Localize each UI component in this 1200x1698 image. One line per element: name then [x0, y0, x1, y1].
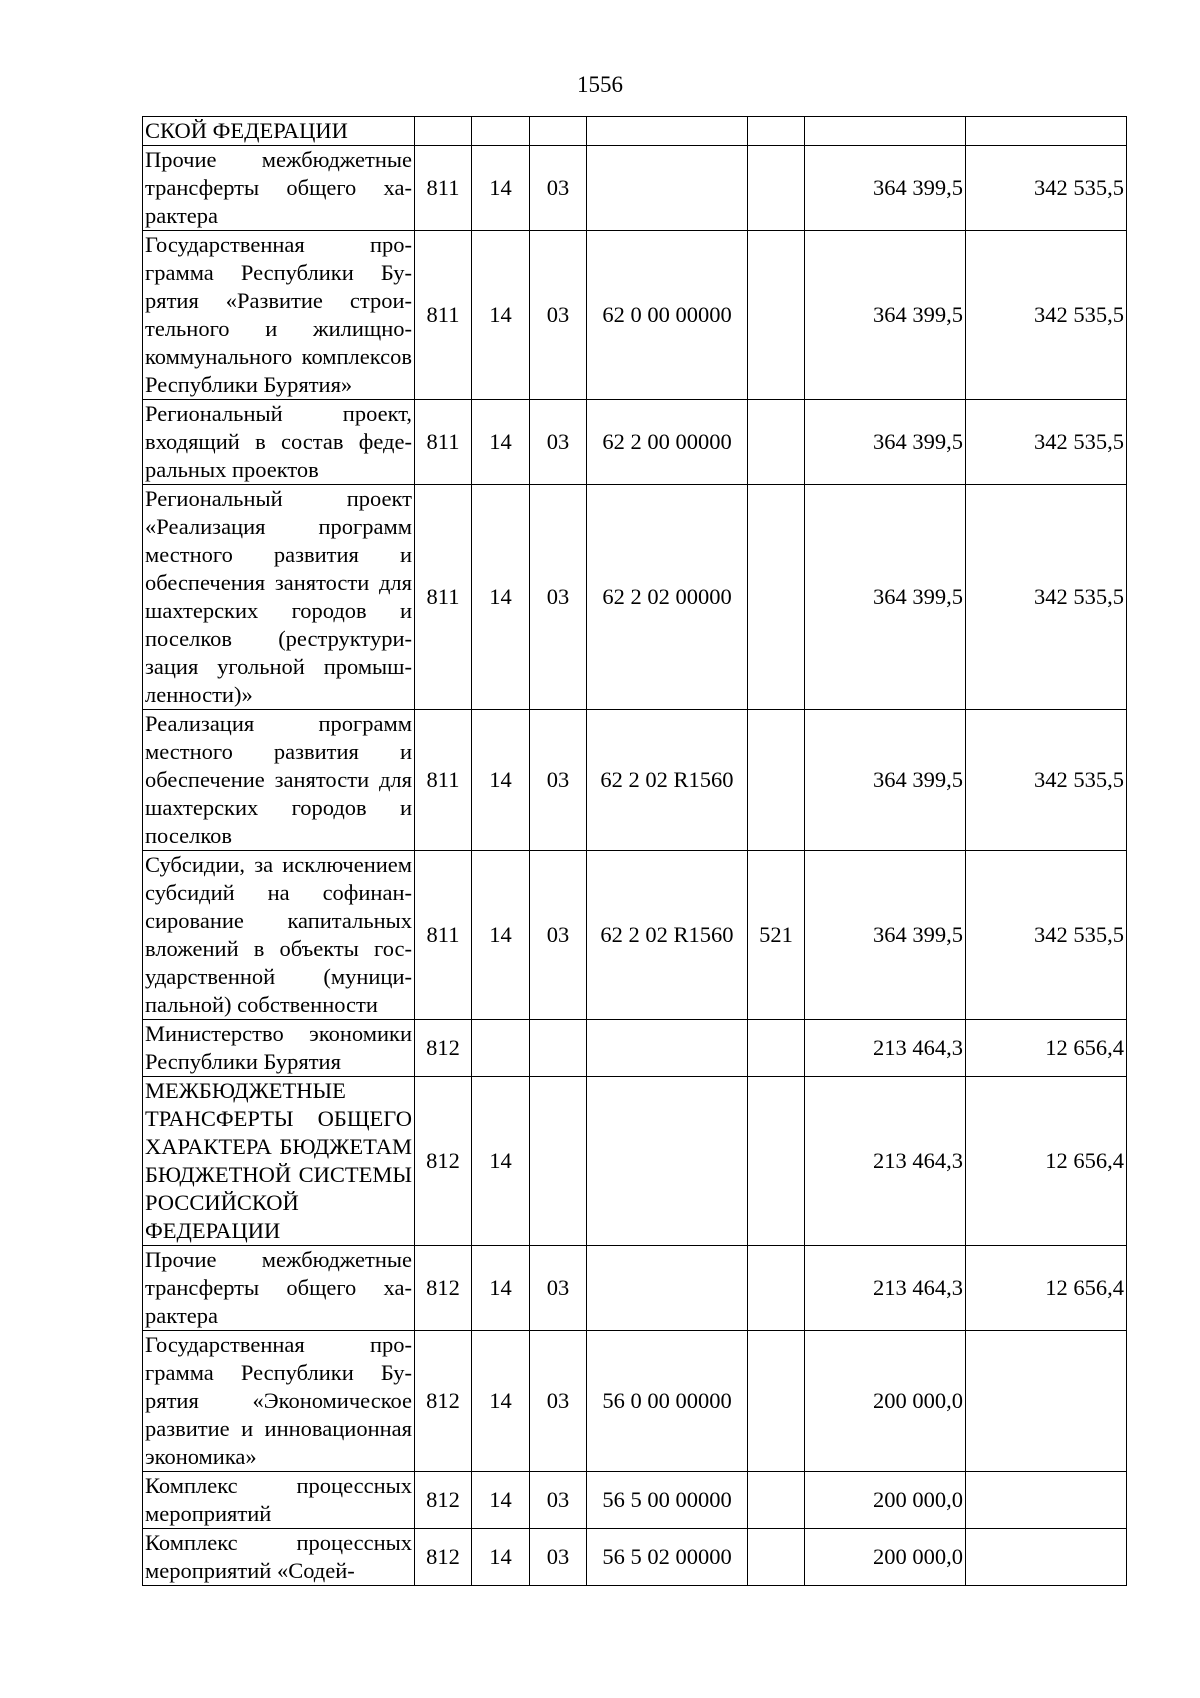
expense-type-cell [748, 231, 805, 400]
expense-type-cell [748, 1077, 805, 1246]
ministry-code-cell: 812 [415, 1529, 472, 1586]
subsection-code-cell: 03 [530, 400, 587, 485]
amount-year2-cell: 342 535,5 [966, 400, 1127, 485]
amount-year1-cell: 200 000,0 [805, 1472, 966, 1529]
amount-year1-cell [805, 117, 966, 146]
ministry-code-cell: 811 [415, 400, 472, 485]
subsection-code-cell: 03 [530, 231, 587, 400]
page-number: 1556 [577, 72, 623, 97]
table-row [143, 146, 1127, 231]
section-code-cell: 14 [472, 1331, 530, 1472]
section-code-cell: 14 [472, 231, 530, 400]
table-row [143, 117, 1127, 146]
row-description: МЕЖБЮДЖЕТНЫЕ ТРАНСФЕРТЫ ОБЩЕГО ХАРАКТЕРА БЮДЖЕТАМ БЮДЖЕТНОЙ СИСТЕМЫ РОССИЙСКОЙ ФЕДЕРАЦИИ [143, 1077, 415, 1246]
row-description: Региональный проект, входящий в состав федеральных проектов [143, 400, 415, 485]
row-description: Прочие межбюджетные трансферты общего характера [143, 1246, 415, 1331]
target-article-cell [587, 117, 748, 146]
section-code-cell: 14 [472, 710, 530, 851]
expense-type-cell [748, 485, 805, 710]
table-row [143, 1020, 1127, 1077]
table-row [143, 1246, 1127, 1331]
row-description: СКОЙ ФЕДЕРАЦИИ [143, 117, 415, 146]
amount-year1-cell: 364 399,5 [805, 146, 966, 231]
budget-table-body [143, 117, 1127, 1586]
amount-year2-cell: 12 656,4 [966, 1246, 1127, 1331]
table-row [143, 231, 1127, 400]
amount-year2-cell: 342 535,5 [966, 485, 1127, 710]
subsection-code-cell: 03 [530, 146, 587, 231]
target-article-cell: 56 5 00 00000 [587, 1472, 748, 1529]
target-article-cell: 56 0 00 00000 [587, 1331, 748, 1472]
subsection-code-cell [530, 117, 587, 146]
amount-year2-cell: 342 535,5 [966, 231, 1127, 400]
amount-year1-cell: 213 464,3 [805, 1246, 966, 1331]
section-code-cell: 14 [472, 851, 530, 1020]
table-row [143, 485, 1127, 710]
budget-table [142, 116, 1127, 1586]
amount-year2-cell: 342 535,5 [966, 710, 1127, 851]
target-article-cell [587, 1246, 748, 1331]
amount-year2-cell: 342 535,5 [966, 851, 1127, 1020]
section-code-cell [472, 117, 530, 146]
amount-year1-cell: 364 399,5 [805, 710, 966, 851]
row-description: Комплекс процессных мероприятий «Содей- [143, 1529, 415, 1586]
ministry-code-cell: 812 [415, 1020, 472, 1077]
amount-year2-cell [966, 1529, 1127, 1586]
expense-type-cell [748, 1472, 805, 1529]
subsection-code-cell: 03 [530, 1472, 587, 1529]
subsection-code-cell: 03 [530, 485, 587, 710]
subsection-code-cell: 03 [530, 1331, 587, 1472]
expense-type-cell [748, 400, 805, 485]
table-row [143, 710, 1127, 851]
ministry-code-cell: 812 [415, 1331, 472, 1472]
ministry-code-cell: 811 [415, 851, 472, 1020]
ministry-code-cell [415, 117, 472, 146]
subsection-code-cell: 03 [530, 710, 587, 851]
row-description: Комплекс процессных мероприятий [143, 1472, 415, 1529]
expense-type-cell [748, 1246, 805, 1331]
row-description: Региональный проект «Реализация программ местного развития и обеспечения занятости для шахтерских городов и поселков (реструктуризация угольной промышленности)» [143, 485, 415, 710]
table-row [143, 1529, 1127, 1586]
amount-year1-cell: 200 000,0 [805, 1331, 966, 1472]
expense-type-cell [748, 117, 805, 146]
section-code-cell: 14 [472, 1472, 530, 1529]
amount-year2-cell: 12 656,4 [966, 1020, 1127, 1077]
section-code-cell: 14 [472, 485, 530, 710]
amount-year1-cell: 200 000,0 [805, 1529, 966, 1586]
row-description: Субсидии, за исключением субсидий на софинансирование капитальных вложений в объекты государственной (муниципальной) собственности [143, 851, 415, 1020]
expense-type-cell [748, 1331, 805, 1472]
row-description: Прочие межбюджетные трансферты общего характера [143, 146, 415, 231]
amount-year2-cell: 12 656,4 [966, 1077, 1127, 1246]
amount-year1-cell: 364 399,5 [805, 851, 966, 1020]
section-code-cell: 14 [472, 1529, 530, 1586]
ministry-code-cell: 812 [415, 1077, 472, 1246]
section-code-cell: 14 [472, 1246, 530, 1331]
ministry-code-cell: 812 [415, 1246, 472, 1331]
section-code-cell: 14 [472, 400, 530, 485]
table-row [143, 1331, 1127, 1472]
table-row [143, 1472, 1127, 1529]
subsection-code-cell: 03 [530, 851, 587, 1020]
ministry-code-cell: 811 [415, 231, 472, 400]
ministry-code-cell: 811 [415, 146, 472, 231]
subsection-code-cell: 03 [530, 1246, 587, 1331]
subsection-code-cell [530, 1077, 587, 1246]
target-article-cell [587, 1077, 748, 1246]
target-article-cell [587, 1020, 748, 1077]
amount-year2-cell [966, 1472, 1127, 1529]
amount-year1-cell: 213 464,3 [805, 1020, 966, 1077]
expense-type-cell [748, 1529, 805, 1586]
expense-type-cell [748, 1020, 805, 1077]
table-row [143, 851, 1127, 1020]
amount-year1-cell: 364 399,5 [805, 400, 966, 485]
row-description: Министерство экономики Республики Бурятия [143, 1020, 415, 1077]
target-article-cell: 62 2 02 R1560 [587, 851, 748, 1020]
target-article-cell: 62 2 00 00000 [587, 400, 748, 485]
expense-type-cell [748, 710, 805, 851]
subsection-code-cell: 03 [530, 1529, 587, 1586]
expense-type-cell [748, 146, 805, 231]
target-article-cell: 56 5 02 00000 [587, 1529, 748, 1586]
amount-year1-cell: 364 399,5 [805, 231, 966, 400]
section-code-cell: 14 [472, 146, 530, 231]
section-code-cell [472, 1020, 530, 1077]
target-article-cell: 62 0 00 00000 [587, 231, 748, 400]
amount-year1-cell: 364 399,5 [805, 485, 966, 710]
row-description: Реализация программ местного развития и обеспечение занятости для шахтерских городов и поселков [143, 710, 415, 851]
ministry-code-cell: 812 [415, 1472, 472, 1529]
amount-year1-cell: 213 464,3 [805, 1077, 966, 1246]
target-article-cell: 62 2 02 00000 [587, 485, 748, 710]
target-article-cell: 62 2 02 R1560 [587, 710, 748, 851]
row-description: Государственная программа Республики Бурятия «Развитие строительного и жилищно-коммунального комплексов Республики Бурятия» [143, 231, 415, 400]
amount-year2-cell [966, 117, 1127, 146]
section-code-cell: 14 [472, 1077, 530, 1246]
amount-year2-cell [966, 1331, 1127, 1472]
ministry-code-cell: 811 [415, 485, 472, 710]
target-article-cell [587, 146, 748, 231]
expense-type-cell: 521 [748, 851, 805, 1020]
table-row [143, 1077, 1127, 1246]
amount-year2-cell: 342 535,5 [966, 146, 1127, 231]
ministry-code-cell: 811 [415, 710, 472, 851]
row-description: Государственная программа Республики Бурятия «Экономическое развитие и инновационная экономика» [143, 1331, 415, 1472]
table-row [143, 400, 1127, 485]
subsection-code-cell [530, 1020, 587, 1077]
